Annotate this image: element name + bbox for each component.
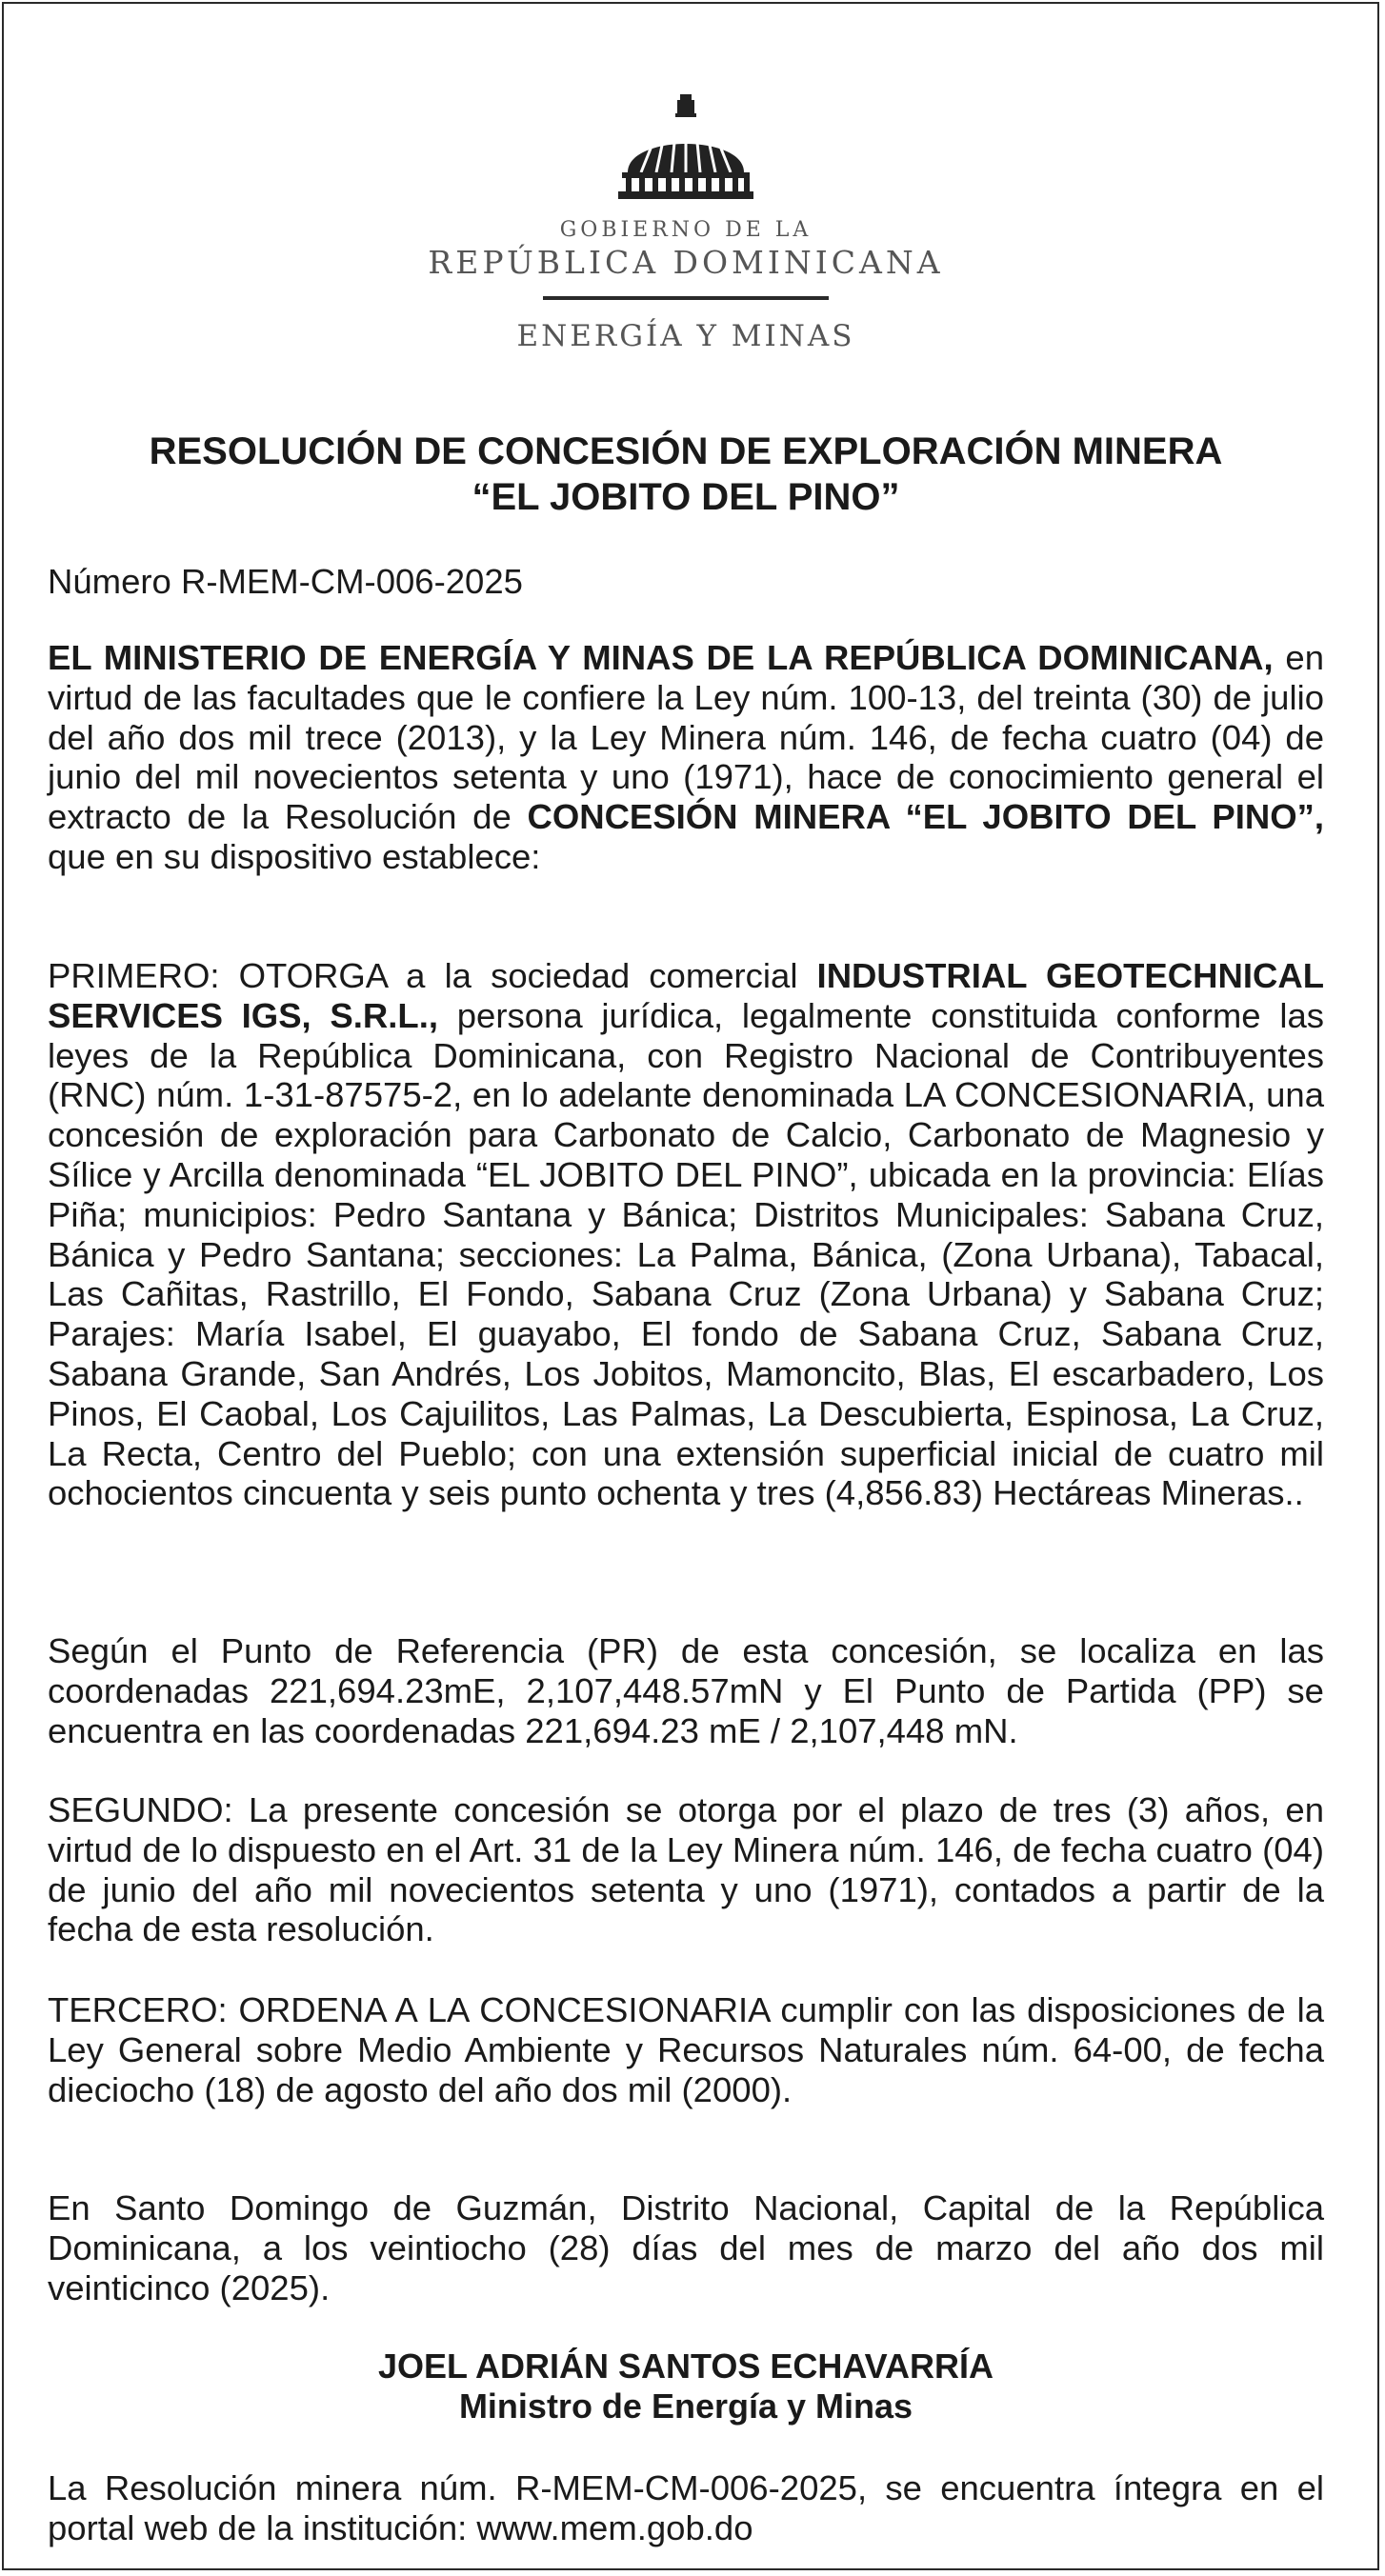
footer-note: La Resolución minera núm. R-MEM-CM-006-2025, se encuentra íntegra en el portal web de la institución: www.mem.gob.do (48, 2468, 1324, 2547)
signature-block (48, 2346, 1324, 2426)
intro-text-1: en virtud de las facultades que le confiere la Ley núm. 100-13, del treinta (30) de julio del año dos mil trece (2013), y la Ley Minera núm. 146, de fecha cuatro (04) de junio del mil novecientos setenta y uno (1971), hace de conocimiento general el extracto de la Resolución de (48, 638, 1324, 837)
segundo-paragraph: SEGUNDO: La presente concesión se otorga por el plazo de tres (3) años, en virtud de lo dispuesto en el Art. 31 de la Ley Minera núm. 146, de fecha cuatro (04) de junio del año mil novecientos setenta y uno (1971), contados a partir de la fecha de esta resolución. (48, 1790, 1324, 1949)
primero-text-2: persona jurídica, legalmente constituida conforme las leyes de la República Dominicana, con Registro Nacional de Contribuyentes (RNC) núm. 1-31-87575-2, en lo adelante denominada LA CONCESIONARIA, una concesión de exploración para Carbonato de Calcio, Carbonato de Magnesio y Sílice y Arcilla denominada “EL JOBITO DEL PINO”, ubicada en la provincia: Elías Piña; municipios: Pedro Santana y Bánica; Distritos Municipales: Sabana Cruz, Bánica y Pedro Santana; secciones: La Palma, Bánica, (Zona Urbana), Tabacal, Las Cañitas, Rastrillo, El Fondo, Sabana Cruz (Zona Urbana) y Sabana Cruz; Parajes: María Isabel, El guayabo, El fondo de Sabana Cruz, Sabana Cruz, Sabana Grande, San Andrés, Los Jobitos, Mamoncito, Blas, El escarbadero, Los Pinos, El Caobal, Los Cajuilitos, Las Palmas, La Descubierta, Espinosa, La Cruz, La Recta, Centro del Pueblo; con una extensión superficial inicial de cuatro mil ochocientos cincuenta y seis punto ochenta y tres (4,856.83) Hectáreas Mineras.. (48, 995, 1324, 1513)
government-logo (48, 90, 1324, 353)
concession-name: CONCESIÓN MINERA “EL JOBITO DEL PINO”, (527, 797, 1324, 837)
logo-line-ministerio: ENERGÍA Y MINAS (516, 319, 855, 353)
place-date-paragraph: En Santo Domingo de Guzmán, Distrito Nacional, Capital de la República Dominicana, a los veintiocho (28) días del mes de marzo del año dos mil veinticinco (2025). (48, 2188, 1324, 2307)
company-name: INDUSTRIAL GEOTECHNICAL SERVICES IGS, S.R.L., (48, 956, 1324, 1035)
signatory-role: Ministro de Energía y Minas (458, 2386, 913, 2426)
document-title (48, 429, 1324, 520)
title-line-2: “EL JOBITO DEL PINO” (472, 476, 900, 518)
intro-text-2: que en su dispositivo establece: (48, 836, 541, 876)
logo-divider (543, 296, 829, 300)
resolution-number: Número R-MEM-CM-006-2025 (48, 562, 523, 601)
logo-line-gobierno: GOBIERNO DE LA (559, 218, 813, 242)
tercero-paragraph: TERCERO: ORDENA A LA CONCESIONARIA cumplir con las disposiciones de la Ley General sobre Medio Ambiente y Recursos Naturales núm. 64-00, de fecha dieciocho (18) de agosto del año dos mil (2000). (48, 1990, 1324, 2109)
intro-paragraph (48, 638, 1324, 877)
ministry-name: EL MINISTERIO DE ENERGÍA Y MINAS DE LA REPÚBLICA DOMINICANA, (48, 638, 1274, 677)
dome-icon (614, 90, 757, 201)
referencia-paragraph: Según el Punto de Referencia (PR) de esta concesión, se localiza en las coordenadas 221,694.23mE, 2,107,448.57mN y El Punto de Partida (PP) se encuentra en las coordenadas 221,694.23 mE / 2,107,448 mN. (48, 1631, 1324, 1750)
signatory-name: JOEL ADRIÁN SANTOS ECHAVARRÍA (377, 2346, 994, 2386)
primero-text-1: PRIMERO: OTORGA a la sociedad comercial (48, 956, 817, 995)
primero-paragraph (48, 956, 1324, 1513)
title-line-1: RESOLUCIÓN DE CONCESIÓN DE EXPLORACIÓN MINERA (149, 430, 1223, 472)
logo-line-republica: REPÚBLICA DOMINICANA (428, 244, 944, 281)
